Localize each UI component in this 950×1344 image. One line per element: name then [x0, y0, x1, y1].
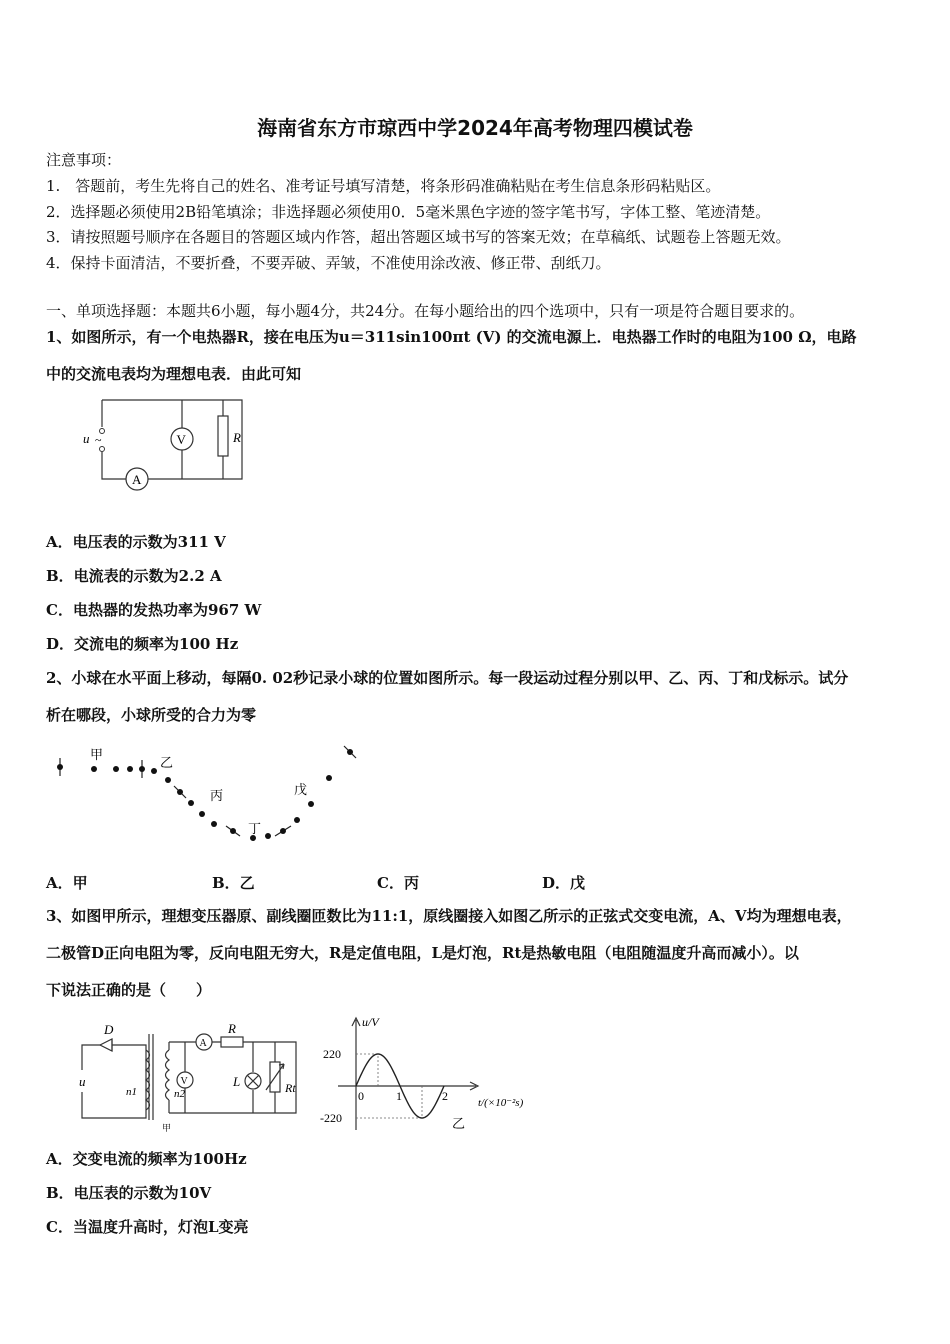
q3-tick-220: 220	[323, 1047, 341, 1061]
q3-label-resistor: R	[228, 1021, 236, 1036]
notice-item-1: 1. 答题前，考生先将自己的姓名、准考证号填写清楚，将条形码准确粘贴在考生信息条形码粘贴区。	[46, 177, 721, 195]
q1-option-d[interactable]: D．交流电的频率为100 Hz	[46, 635, 239, 653]
q1-fig-ammeter: A	[132, 472, 142, 487]
q2-motion-figure	[50, 740, 370, 855]
q3-tick-1: 1	[396, 1089, 402, 1103]
q3-tick-0: 0	[358, 1089, 364, 1103]
q3-stem-line2: 二极管D正向电阻为零，反向电阻无穷大，R是定值电阻，L是灯泡，Rt是热敏电阻（电阻随温度升高而减小）。以	[46, 944, 799, 962]
q2-option-b[interactable]: B．乙	[212, 874, 255, 892]
q3-option-b[interactable]: B．电压表的示数为10V	[46, 1184, 212, 1202]
q3-graph-xlabel: t/(×10⁻²s)	[478, 1097, 524, 1109]
page-title: 海南省东方市琼西中学2024年高考物理四模试卷	[257, 116, 693, 140]
q3-stem-line3: 下说法正确的是（ ）	[46, 981, 212, 999]
q3-stem-line1: 3、如图甲所示，理想变压器原、副线圈匝数比为11:1，原线圈接入如图乙所示的正弦式交变电流，A、V均为理想电表，	[46, 907, 852, 925]
q2-label-yi: 乙	[160, 755, 174, 770]
q1-fig-voltmeter: V	[176, 432, 186, 447]
q1-stem-line1: 1、如图所示，有一个电热器R，接在电压为u＝311sin100πt (V) 的交流电源上．电热器工作时的电阻为100 Ω，电路	[46, 328, 857, 346]
q2-label-wu: 戊	[294, 782, 308, 797]
q1-fig-resistor: R	[233, 430, 241, 445]
q3-label-ammeter: A	[199, 1038, 207, 1049]
section-heading: 一、单项选择题：本题共6小题，每小题4分，共24分。在每小题给出的四个选项中，只有一项是符合题目要求的。	[46, 302, 805, 320]
q3-option-a[interactable]: A．交变电流的频率为100Hz	[46, 1150, 247, 1168]
q1-option-a[interactable]: A．电压表的示数为311 V	[46, 533, 226, 551]
q2-stem-line1: 2、小球在水平面上移动，每隔0. 02秒记录小球的位置如图所示。每一段运动过程分别以甲、乙、丙、丁和戊标示。试分	[46, 669, 849, 687]
q2-stem-line2: 析在哪段，小球所受的合力为零	[46, 706, 257, 724]
q3-label-lamp: L	[233, 1074, 241, 1089]
q3-caption-jia: 甲	[162, 1123, 172, 1133]
q2-option-c[interactable]: C．丙	[377, 874, 419, 892]
q2-option-d[interactable]: D．戊	[542, 874, 586, 892]
q1-fig-tilde: ~	[95, 433, 102, 447]
q2-label-bing: 丙	[210, 788, 224, 803]
q3-label-thermistor: Rt	[285, 1081, 296, 1095]
q3-label-voltmeter: V	[180, 1076, 188, 1087]
q2-label-ding: 丁	[248, 821, 262, 836]
q3-label-n2: n2	[174, 1088, 185, 1100]
q3-option-c[interactable]: C．当温度升高时，灯泡L变亮	[46, 1218, 249, 1236]
q1-circuit-figure	[80, 392, 250, 497]
q1-fig-u: u	[83, 431, 90, 446]
q1-stem-line2: 中的交流电表均为理想电表．由此可知	[46, 365, 302, 383]
q3-dash-bottom	[356, 1086, 422, 1118]
notice-heading: 注意事项：	[46, 151, 122, 169]
q2-option-a[interactable]: A．甲	[46, 874, 88, 892]
q3-voltage-graph	[318, 1014, 543, 1134]
q1-option-c[interactable]: C．电热器的发热功率为967 W	[46, 601, 262, 619]
q1-option-b[interactable]: B．电流表的示数为2.2 A	[46, 567, 222, 585]
q3-caption-yi: 乙	[452, 1116, 466, 1131]
q3-tick-neg220: -220	[320, 1111, 342, 1125]
q3-tick-2: 2	[442, 1089, 448, 1103]
notice-item-2: 2．选择题必须使用2B铅笔填涂；非选择题必须使用0．5毫米黑色字迹的签字笔书写，字体工整、笔迹清楚。	[46, 203, 771, 221]
q3-dash-top	[356, 1054, 378, 1086]
q3-graph-ylabel: u/V	[362, 1015, 379, 1029]
q3-label-u: u	[79, 1074, 86, 1089]
notice-item-4: 4．保持卡面清洁，不要折叠，不要弄破、弄皱，不准使用涂改液、修正带、刮纸刀。	[46, 254, 611, 272]
q3-label-n1: n1	[126, 1086, 137, 1098]
q3-label-diode: D	[104, 1022, 114, 1037]
notice-item-3: 3．请按照题号顺序在各题目的答题区域内作答，超出答题区域书写的答案无效；在草稿纸、试题卷上答题无效。	[46, 228, 791, 246]
q3-transformer-circuit	[78, 1020, 308, 1135]
q2-label-jia: 甲	[90, 747, 104, 762]
